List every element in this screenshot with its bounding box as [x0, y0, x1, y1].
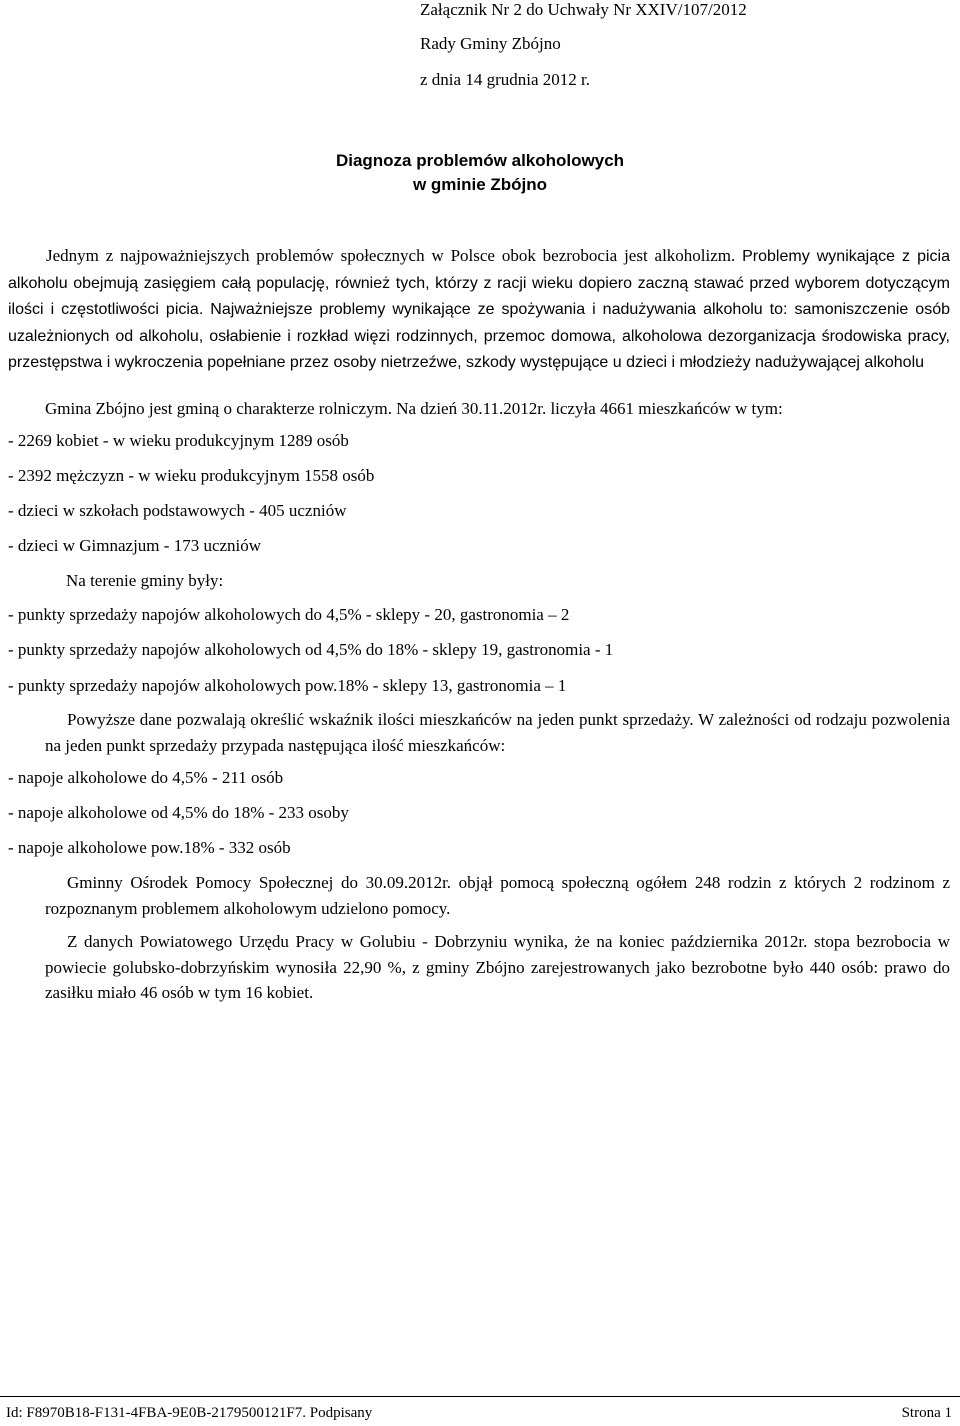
gops-paragraph-text: Gminny Ośrodek Pomocy Społecznej do 30.09.2012r. objął pomocą społeczną ogółem 248 rodzin z których 2 rodzinom z rozpoznanym problemem alkoholowym udzielono pomocy.: [45, 873, 950, 918]
document-title: Diagnoza problemów alkoholowych: [335, 151, 625, 170]
footer-divider: [0, 1396, 960, 1397]
points-item: - punkty sprzedaży napojów alkoholowych pow.18% - sklepy 13, gastronomia – 1: [8, 676, 567, 695]
gops-paragraph: [45, 870, 950, 921]
points-heading: Na terenie gminy były:: [66, 571, 224, 590]
points-item: - punkty sprzedaży napojów alkoholowych do 4,5% - sklepy - 20, gastronomia – 2: [8, 605, 570, 624]
intro-paragraph: [8, 243, 950, 376]
population-intro: Gmina Zbójno jest gminą o charakterze rolniczym. Na dzień 30.11.2012r. liczyła 4661 mieszkańców w tym:: [45, 399, 783, 418]
population-item: - dzieci w szkołach podstawowych - 405 uczniów: [8, 501, 347, 520]
population-item: - 2269 kobiet - w wieku produkcyjnym 1289 osób: [8, 431, 349, 450]
pup-paragraph: [45, 929, 950, 1006]
population-item: - dzieci w Gimnazjum - 173 uczniów: [8, 536, 262, 555]
ratio-item: - napoje alkoholowe od 4,5% do 18% - 233 osoby: [8, 803, 349, 822]
intro-sans-text: Problemy wynikające z picia alkoholu obejmują zasięgiem całą populację, również tych, którzy z racji wieku dopiero zaczną stawać przed wyborem dotyczącym ilości i częstotliwości picia. Najważniejsze problemy wynikające ze spożywania i nadużywania alkoholu to: samoniszczenie osób uzależnionych od alkoholu, osłabienie i rozkład więzi rodzinnych, przemoc domowa, alkoholowa dezorganizacja środowiska pracy, przestępstwa i wykroczenia popełniane przez osoby nietrzeźwe, szkody występujące u dzieci i młodzieży nadużywającej alkoholu: [8, 248, 950, 371]
ratio-paragraph-text: Powyższe dane pozwalają określić wskaźnik ilości mieszkańców na jeden punkt sprzedaży. W zależności od rodzaju pozwolenia na jeden punkt sprzedaży przypada następująca ilość mieszkańców:: [45, 710, 950, 755]
intro-serif-text: Jednym z najpoważniejszych problemów społecznych w Polsce obok bezrobocia jest alkoholizm.: [46, 246, 743, 265]
attachment-header-line-1: Załącznik Nr 2 do Uchwały Nr XXIV/107/2012: [420, 0, 747, 19]
footer-page-number: Strona 1: [901, 1405, 952, 1421]
population-item: - 2392 mężczyzn - w wieku produkcyjnym 1558 osób: [8, 466, 375, 485]
ratio-item: - napoje alkoholowe pow.18% - 332 osób: [8, 838, 291, 857]
pup-paragraph-text: Z danych Powiatowego Urzędu Pracy w Golubiu - Dobrzyniu wynika, że na koniec października 2012r. stopa bezrobocia w powiecie golubsko-dobrzyńskim wynosiła 22,90 %, z gminy Zbójno zarejestrowanych jako bezrobotne było 440 osób: prawo do zasiłku miało 46 osób w tym 16 kobiet.: [45, 932, 950, 1002]
attachment-header-line-2: Rady Gminy Zbójno: [420, 34, 561, 53]
points-item: - punkty sprzedaży napojów alkoholowych od 4,5% do 18% - sklepy 19, gastronomia - 1: [8, 640, 614, 659]
footer-document-id: Id: F8970B18-F131-4FBA-9E0B-2179500121F7. Podpisany: [6, 1405, 373, 1421]
ratio-paragraph: [45, 707, 950, 758]
ratio-item: - napoje alkoholowe do 4,5% - 211 osób: [8, 768, 284, 787]
document-subtitle: w gminie Zbójno: [412, 175, 548, 194]
attachment-header-line-3: z dnia 14 grudnia 2012 r.: [420, 70, 590, 89]
